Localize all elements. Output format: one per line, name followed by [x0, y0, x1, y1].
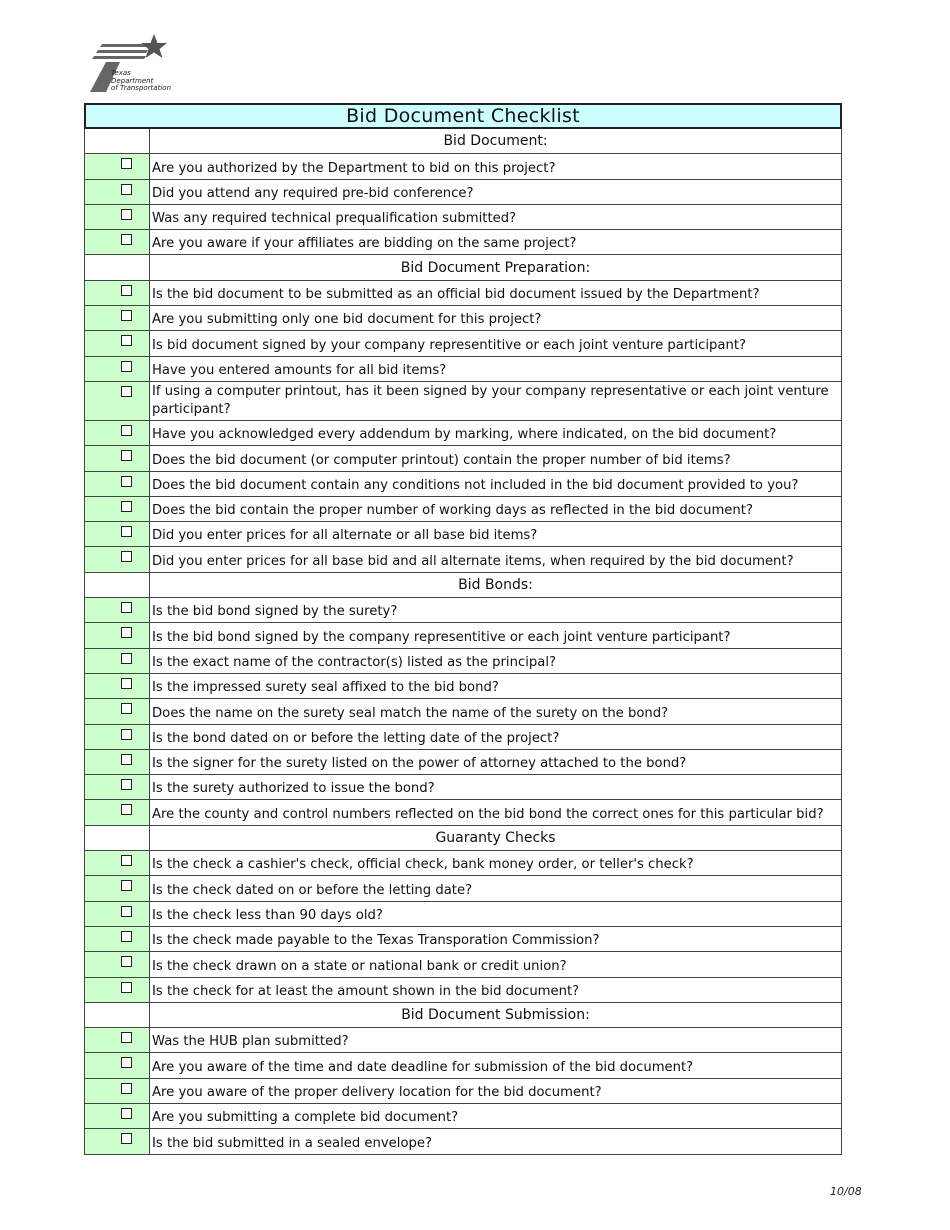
logo-line-1: Texas — [111, 69, 131, 77]
checklist-checkbox[interactable] — [121, 1057, 132, 1068]
checklist-item-row — [84, 281, 842, 306]
checkbox-cell — [84, 1104, 150, 1128]
checkbox-cell — [84, 472, 150, 496]
checklist-question: Does the bid document contain any conditions not included in the bid document provided to you? — [150, 472, 842, 496]
checklist-question: Was the HUB plan submitted? — [150, 1028, 842, 1052]
checklist-checkbox[interactable] — [121, 285, 132, 296]
section-heading-row — [84, 129, 842, 154]
checklist-question: Did you enter prices for all base bid and all alternate items, when required by the bid document? — [150, 547, 842, 571]
checklist-item-row — [84, 674, 842, 699]
checkbox-cell — [84, 927, 150, 951]
checklist-item-row — [84, 421, 842, 446]
checklist-item-row — [84, 927, 842, 952]
checklist-item-row — [84, 1129, 842, 1154]
checklist-checkbox[interactable] — [121, 1133, 132, 1144]
checklist-question: Is the exact name of the contractor(s) listed as the principal? — [150, 649, 842, 673]
checklist-checkbox[interactable] — [121, 703, 132, 714]
checklist-question: Is the bid bond signed by the surety? — [150, 598, 842, 622]
checklist-item-row — [84, 180, 842, 205]
checklist-checkbox[interactable] — [121, 450, 132, 461]
checklist-checkbox[interactable] — [121, 956, 132, 967]
checkbox-cell — [84, 497, 150, 521]
checkbox-cell — [84, 331, 150, 355]
checklist-checkbox[interactable] — [121, 234, 132, 245]
section-heading-row — [84, 255, 842, 280]
checklist-checkbox[interactable] — [121, 729, 132, 740]
checklist-checkbox[interactable] — [121, 855, 132, 866]
checklist-rows — [84, 129, 842, 1155]
checklist-item-row — [84, 902, 842, 927]
checklist-item-row — [84, 623, 842, 648]
checklist-item-row — [84, 547, 842, 572]
section-heading: Bid Bonds: — [150, 573, 842, 597]
checkbox-cell — [84, 598, 150, 622]
checklist-checkbox[interactable] — [121, 906, 132, 917]
checklist-question: Was any required technical prequalification submitted? — [150, 205, 842, 229]
section-heading-blank-cell — [84, 826, 150, 850]
checklist-checkbox[interactable] — [121, 184, 132, 195]
checkbox-cell — [84, 1079, 150, 1103]
checklist-item-row — [84, 952, 842, 977]
checkbox-cell — [84, 876, 150, 900]
checkbox-cell — [84, 902, 150, 926]
checklist-question: Is the bid document to be submitted as an official bid document issued by the Department? — [150, 281, 842, 305]
checklist-item-row — [84, 154, 842, 179]
form-revision-code: 10/08 — [830, 1185, 862, 1198]
checkbox-cell — [84, 154, 150, 178]
checklist-question: Are the county and control numbers reflected on the bid bond the correct ones for this particular bid? — [150, 800, 842, 824]
checklist-checkbox[interactable] — [121, 931, 132, 942]
checklist-checkbox[interactable] — [121, 209, 132, 220]
checklist-question: Is the check for at least the amount shown in the bid document? — [150, 978, 842, 1002]
checklist-question: Is the check a cashier's check, official check, bank money order, or teller's check? — [150, 851, 842, 875]
checklist-question: Does the name on the surety seal match the name of the surety on the bond? — [150, 699, 842, 723]
checkbox-cell — [84, 547, 150, 571]
section-heading: Bid Document: — [150, 129, 842, 153]
checklist-question: Is the signer for the surety listed on the power of attorney attached to the bond? — [150, 750, 842, 774]
checklist-checkbox[interactable] — [121, 880, 132, 891]
checklist-question: Is the check less than 90 days old? — [150, 902, 842, 926]
checklist-item-row — [84, 522, 842, 547]
checklist-question: Have you entered amounts for all bid items? — [150, 357, 842, 381]
checklist-question: Are you submitting a complete bid document? — [150, 1104, 842, 1128]
checkbox-cell — [84, 421, 150, 445]
checklist-question: Is the bond dated on or before the letting date of the project? — [150, 725, 842, 749]
checklist-item-row — [84, 230, 842, 255]
checklist-item-row — [84, 699, 842, 724]
checklist-checkbox[interactable] — [121, 386, 132, 397]
checklist-checkbox[interactable] — [121, 526, 132, 537]
checkbox-cell — [84, 281, 150, 305]
checklist-question: Is the check drawn on a state or national bank or credit union? — [150, 952, 842, 976]
checklist-item-row — [84, 306, 842, 331]
checkbox-cell — [84, 800, 150, 824]
checklist-question: Is the check dated on or before the letting date? — [150, 876, 842, 900]
checklist-question: Is the bid bond signed by the company representitive or each joint venture participant? — [150, 623, 842, 647]
checklist-checkbox[interactable] — [121, 678, 132, 689]
checkbox-cell — [84, 699, 150, 723]
checkbox-cell — [84, 1053, 150, 1077]
checkbox-cell — [84, 775, 150, 799]
checklist-item-row — [84, 205, 842, 230]
checklist-checkbox[interactable] — [121, 804, 132, 815]
checklist-item-row — [84, 725, 842, 750]
checklist-item-row — [84, 472, 842, 497]
section-heading: Guaranty Checks — [150, 826, 842, 850]
logo-line-2: Department — [111, 76, 154, 85]
checklist-question: Is the impressed surety seal affixed to the bid bond? — [150, 674, 842, 698]
checklist-item-row — [84, 649, 842, 674]
checklist-question: Are you authorized by the Department to bid on this project? — [150, 154, 842, 178]
section-heading-blank-cell — [84, 129, 150, 153]
checkbox-cell — [84, 205, 150, 229]
checklist-question: Is the bid submitted in a sealed envelope? — [150, 1129, 842, 1153]
checkbox-cell — [84, 306, 150, 330]
logo-line-3: of Transportation — [111, 84, 172, 92]
checklist-checkbox[interactable] — [121, 501, 132, 512]
checklist-question: Did you attend any required pre-bid conference? — [150, 180, 842, 204]
checklist-question: Does the bid document (or computer printout) contain the proper number of bid items? — [150, 446, 842, 470]
checklist-checkbox[interactable] — [121, 653, 132, 664]
checklist-question: Are you aware if your affiliates are bidding on the same project? — [150, 230, 842, 254]
checkbox-cell — [84, 522, 150, 546]
checklist-checkbox[interactable] — [121, 551, 132, 562]
section-heading: Bid Document Submission: — [150, 1003, 842, 1027]
checklist-item-row — [84, 1104, 842, 1129]
checklist-checkbox[interactable] — [121, 1032, 132, 1043]
checklist-item-row — [84, 876, 842, 901]
checklist-checkbox[interactable] — [121, 754, 132, 765]
checkbox-cell — [84, 674, 150, 698]
checkbox-cell — [84, 725, 150, 749]
section-heading-blank-cell — [84, 255, 150, 279]
checklist-item-row — [84, 357, 842, 382]
checklist-question: Is the check made payable to the Texas Transporation Commission? — [150, 927, 842, 951]
checklist-question: Is bid document signed by your company representitive or each joint venture participant? — [150, 331, 842, 355]
checklist-item-row — [84, 851, 842, 876]
checklist-question: Are you submitting only one bid document for this project? — [150, 306, 842, 330]
checkbox-cell — [84, 750, 150, 774]
checklist-item-row — [84, 382, 842, 421]
checklist-title: Bid Document Checklist — [84, 103, 842, 129]
checkbox-cell — [84, 978, 150, 1002]
checklist-checkbox[interactable] — [121, 310, 132, 321]
checklist-question: Did you enter prices for all alternate or all base bid items? — [150, 522, 842, 546]
checklist-item-row — [84, 1028, 842, 1053]
checklist-item-row — [84, 1053, 842, 1078]
checkbox-cell — [84, 1129, 150, 1153]
checklist-checkbox[interactable] — [121, 1108, 132, 1119]
section-heading: Bid Document Preparation: — [150, 255, 842, 279]
checkbox-cell — [84, 230, 150, 254]
checkbox-cell — [84, 382, 150, 420]
checklist-checkbox[interactable] — [121, 158, 132, 169]
checklist-item-row — [84, 497, 842, 522]
checklist-question: Does the bid contain the proper number of working days as reflected in the bid document? — [150, 497, 842, 521]
checkbox-cell — [84, 851, 150, 875]
checkbox-cell — [84, 446, 150, 470]
checklist-checkbox[interactable] — [121, 1083, 132, 1094]
checkbox-cell — [84, 952, 150, 976]
checklist-checkbox[interactable] — [121, 476, 132, 487]
logo-wordmark — [111, 70, 181, 93]
checklist-checkbox[interactable] — [121, 602, 132, 613]
checklist-item-row — [84, 598, 842, 623]
checklist-item-row — [84, 800, 842, 825]
checklist-question: Are you aware of the time and date deadline for submission of the bid document? — [150, 1053, 842, 1077]
checklist-checkbox[interactable] — [121, 779, 132, 790]
checklist-question: Are you aware of the proper delivery location for the bid document? — [150, 1079, 842, 1103]
section-heading-blank-cell — [84, 1003, 150, 1027]
section-heading-blank-cell — [84, 573, 150, 597]
checklist-checkbox[interactable] — [121, 361, 132, 372]
checklist-checkbox[interactable] — [121, 982, 132, 993]
checklist-question: If using a computer printout, has it been signed by your company representative or each joint venture participant? — [150, 382, 842, 420]
section-heading-row — [84, 826, 842, 851]
checklist-checkbox[interactable] — [121, 627, 132, 638]
checklist-checkbox[interactable] — [121, 425, 132, 436]
section-heading-row — [84, 573, 842, 598]
checkbox-cell — [84, 180, 150, 204]
section-heading-row — [84, 1003, 842, 1028]
checklist-item-row — [84, 446, 842, 471]
checklist-item-row — [84, 331, 842, 356]
checklist-item-row — [84, 978, 842, 1003]
checklist-item-row — [84, 750, 842, 775]
checkbox-cell — [84, 1028, 150, 1052]
checklist-question: Have you acknowledged every addendum by marking, where indicated, on the bid document? — [150, 421, 842, 445]
checkbox-cell — [84, 623, 150, 647]
checklist-sheet — [84, 103, 842, 1155]
checkbox-cell — [84, 357, 150, 381]
checklist-question: Is the surety authorized to issue the bond? — [150, 775, 842, 799]
checklist-item-row — [84, 775, 842, 800]
checkbox-cell — [84, 649, 150, 673]
checklist-checkbox[interactable] — [121, 335, 132, 346]
checklist-item-row — [84, 1079, 842, 1104]
